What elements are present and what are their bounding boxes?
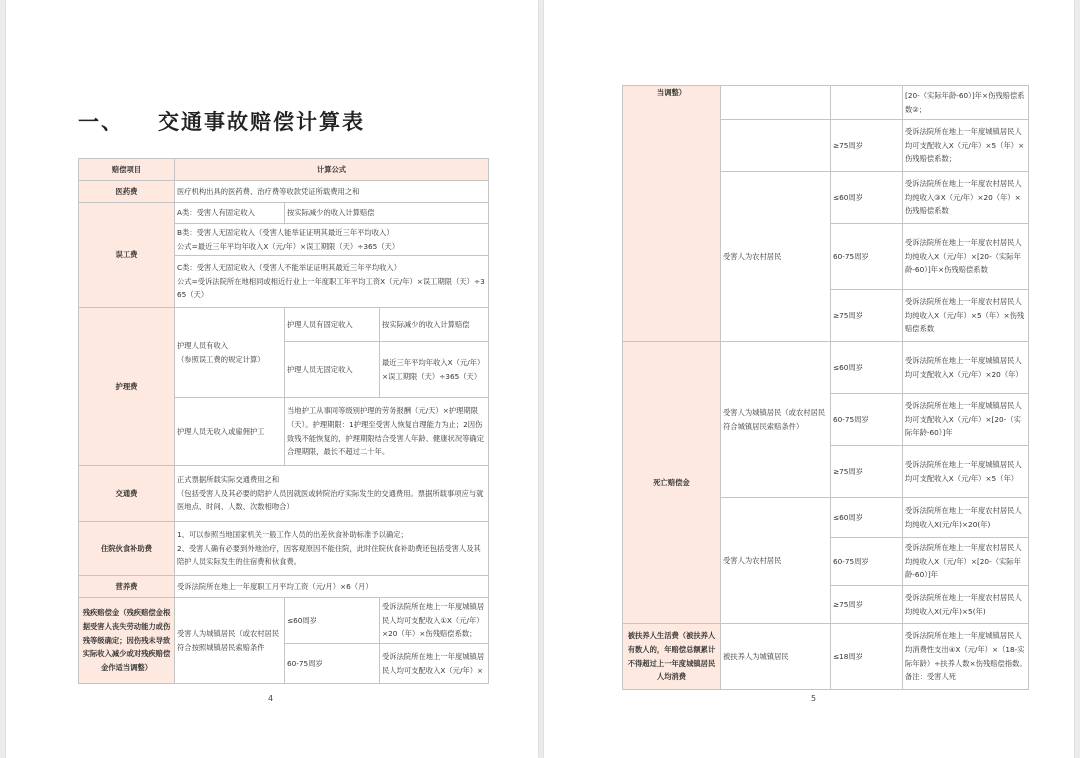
lostwork-a-right: 按实际减少的收入计算赔偿 [285,203,489,224]
hospital-food-label: 住院伙食补助费 [79,522,175,576]
page-4 [6,0,538,758]
death-urban-age3: ≥75周岁 [831,446,903,498]
death-urban-formula2: 受诉法院所在地上一年度城镇居民人均可支配收入X（元/年）×[20-（实际年龄-60）]年 [903,394,1029,446]
header-formula: 计算公式 [175,159,489,181]
dependent-label: 被扶养人生活费（被扶养人有数人的，年赔偿总额累计不得超过上一年度城镇居民人均消费 [623,624,721,690]
lostwork-c-line2: 公式=受诉法院所在地相同或相近行业上一年度职工年平均工资X（元/年）×误工期限（天）÷365（天） [177,276,485,300]
disability-urban-formula2-continued: [20-（实际年龄-60）]年×伤残赔偿系数②； [903,86,1029,120]
death-label: 死亡赔偿金 [623,342,721,624]
page-5 [544,0,1074,758]
document-title [78,106,365,136]
title-text: 交通事故赔偿计算表 [158,109,365,134]
nursing-label: 护理费 [79,308,175,466]
nursing-fixed-formula: 按实际减少的收入计算赔偿 [380,308,489,342]
disability-urban-formula2: 受诉法院所在地上一年度城镇居民人均可支配收入X（元/年）× [380,644,489,684]
disability-label: 残疾赔偿金（残疾赔偿金根据受害人丧失劳动能力或伤残等级确定；因伤残未导致实际收入减少或对残疾赔偿金作适当调整） [79,598,175,684]
nutrition-label: 营养费 [79,576,175,598]
death-urban-formula1: 受诉法院所在地上一年度城镇居民人均可支配收入X（元/年）×20（年） [903,342,1029,394]
header-item: 赔偿项目 [79,159,175,181]
hospital-food-line1: 1、可以参照当地国家机关一般工作人员的出差伙食补助标准予以确定； [177,529,408,539]
disability-urban-spacer [721,120,831,172]
lostwork-b-line2: 公式=最近三年平均年收入X（元/年）×误工期限（天）÷365（天） [177,241,400,251]
disability-urban-continued [721,86,831,120]
death-urban: 受害人为城镇居民（或农村居民符合城镇居民索赔条件） [721,342,831,498]
disability-rural-age3: ≥75周岁 [831,290,903,342]
lostwork-a-left: A类：受害人有固定收入 [175,203,285,224]
nursing-with-income [175,308,285,398]
lostwork-c-line1: C类：受害人无固定收入（受害人不能举证证明其最近三年平均收入） [177,262,401,272]
hospital-food-line2: 2、受害人确有必要到外地治疗，因客观原因不能住院，此时住院伙食补助费还包括受害人及其陪护人员实际发生的住宿费和伙食费。 [177,543,481,567]
disability-rural-age1: ≤60周岁 [831,172,903,224]
page-number: 5 [811,694,817,703]
death-urban-formula3: 受诉法院所在地上一年度城镇居民人均可支配收入X（元/年）×5（年） [903,446,1029,498]
lostwork-label: 误工费 [79,203,175,308]
nursing-with-income-line1: 护理人员有收入 [177,340,229,350]
nutrition-formula: 受诉法院所在地上一年度职工月平均工资（元/月）×6（月） [175,576,489,598]
nursing-no-income-formula: 当地护工从事同等级别护理的劳务报酬（元/天）×护理期限（天）。护理期限：1护理至受害人恢复自理能力为止；2因伤致残不能恢复的，护理期限结合受害人年龄、健康状况等确定合理期限，最长不超过二十年。 [285,398,489,466]
medical-label: 医药费 [79,181,175,203]
death-rural-formula2: 受诉法院所在地上一年度农村居民人均纯收入X（元/年）×[20-（实际年龄-60）]年 [903,538,1029,586]
disability-rural-formula2: 受诉法院所在地上一年度农村居民人均纯收入X（元/年）×[20-（实际年龄-60）]年×伤残赔偿系数 [903,224,1029,290]
disability-rural-age2: 60-75周岁 [831,224,903,290]
dependent-formula: 受诉法院所在地上一年度城镇居民人均消费性支出④X（元/年）×（18-实际年龄）÷扶养人数×伤残赔偿指数。 备注：受害人死 [903,624,1029,690]
page-number: 4 [268,694,274,703]
disability-urban-formula1: 受诉法院所在地上一年度城镇居民人均可支配收入①X（元/年）×20（年）×伤残赔偿系数； [380,598,489,644]
disability-rural-formula3: 受诉法院所在地上一年度农村居民人均纯收入X（元/年）×5（年）×伤残赔偿系数 [903,290,1029,342]
nursing-nonfixed: 护理人员无固定收入 [285,342,380,398]
transport-label: 交通费 [79,466,175,522]
disability-urban: 受害人为城镇居民（或农村居民符合按照城镇居民索赔条件 [175,598,285,684]
disability-rural: 受害人为农村居民 [721,172,831,342]
compensation-table-part1 [78,158,489,684]
nursing-no-income: 护理人员无收入或雇佣护工 [175,398,285,466]
disability-urban-formula3: 受诉法院所在地上一年度城镇居民人均可支配收入X（元/年）×5（年）×伤残赔偿系数； [903,120,1029,172]
dependent-who: 被扶养人为城镇居民 [721,624,831,690]
disability-label-continued: 当调整） [623,86,721,342]
hospital-food-formula [175,522,489,576]
disability-urban-age1: ≤60周岁 [285,598,380,644]
lostwork-b-line1: B类：受害人无固定收入（受害人能举证证明其最近三年平均收入） [177,227,394,237]
death-urban-age1: ≤60周岁 [831,342,903,394]
title-number: 一、 [78,109,124,134]
transport-line1: 正式票据所载实际交通费用之和 [177,474,280,484]
transport-line2: （包括受害人及其必要的陪护人员因就医或转院治疗实际发生的交通费用。票据所载事项应与就医地点、时间、人数、次数相吻合） [177,488,484,512]
disability-urban-age2: 60-75周岁 [285,644,380,684]
transport-formula [175,466,489,522]
death-rural-age3: ≥75周岁 [831,586,903,624]
death-rural-formula3: 受诉法院所在地上一年度农村居民人均纯收入X(元/年)×5(年) [903,586,1029,624]
disability-urban-age3: ≥75周岁 [831,120,903,172]
nursing-fixed: 护理人员有固定收入 [285,308,380,342]
death-rural-age1: ≤60周岁 [831,498,903,538]
nursing-with-income-line2: （参照误工费的规定计算） [177,354,265,364]
dependent-age: ≤18周岁 [831,624,903,690]
compensation-table-part2 [622,85,1029,690]
lostwork-b [175,224,489,256]
lostwork-c [175,256,489,308]
death-rural-age2: 60-75周岁 [831,538,903,586]
nursing-nonfixed-formula: 最近三年平均年收入X（元/年）×误工期限（天）÷365（天） [380,342,489,398]
death-urban-age2: 60-75周岁 [831,394,903,446]
disability-rural-formula1: 受诉法院所在地上一年度农村居民人均纯收入③X（元/年）×20（年）×伤残赔偿系数 [903,172,1029,224]
medical-formula: 医疗机构出具的医药费、治疗费等收款凭证所载费用之和 [175,181,489,203]
death-rural: 受害人为农村居民 [721,498,831,624]
disability-age2-continued [831,86,903,120]
death-rural-formula1: 受诉法院所在地上一年度农村居民人均纯收入X(元/年)×20(年) [903,498,1029,538]
